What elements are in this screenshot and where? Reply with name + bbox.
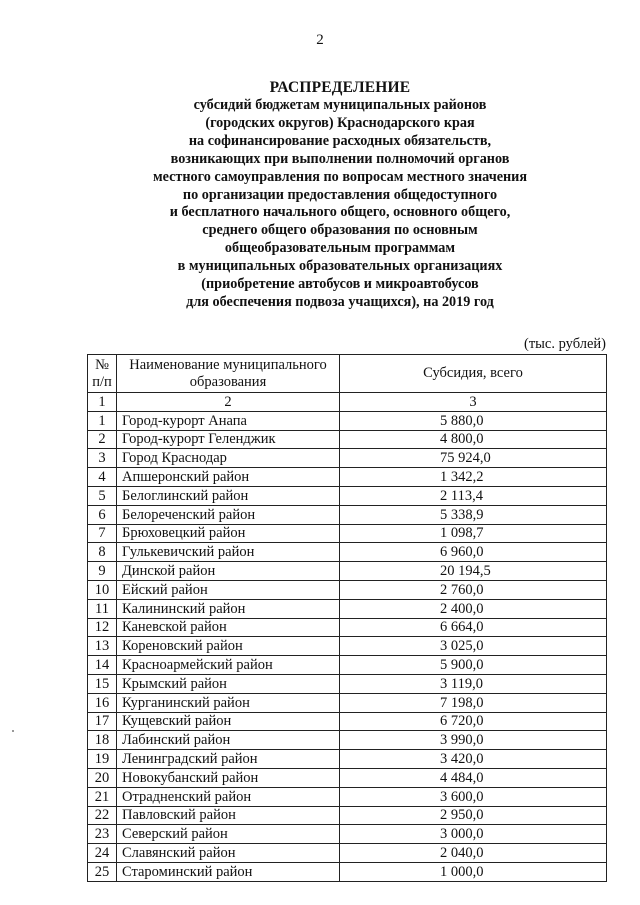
header-num: № п/п	[88, 355, 117, 393]
row-subsidy: 5 338,9	[340, 505, 607, 524]
row-municipality: Кущевский район	[117, 712, 340, 731]
row-subsidy: 2 400,0	[340, 599, 607, 618]
header-value: Субсидия, всего	[340, 355, 607, 393]
row-subsidy: 75 924,0	[340, 449, 607, 468]
row-municipality: Динской район	[117, 562, 340, 581]
row-municipality: Ленинградский район	[117, 750, 340, 769]
row-municipality: Белоглинский район	[117, 486, 340, 505]
row-subsidy: 2 950,0	[340, 806, 607, 825]
document-title: РАСПРЕДЕЛЕНИЕ	[269, 79, 411, 96]
row-subsidy: 4 800,0	[340, 430, 607, 449]
table-header-row	[88, 355, 607, 393]
table-row	[88, 580, 607, 599]
row-number: 15	[88, 674, 117, 693]
row-subsidy: 6 960,0	[340, 543, 607, 562]
row-subsidy: 1 342,2	[340, 468, 607, 487]
row-number: 25	[88, 862, 117, 881]
heading-line: субсидий бюджетам муниципальных районов	[193, 97, 487, 113]
row-number: 9	[88, 562, 117, 581]
heading-line: возникающих при выполнении полномочий органов	[170, 150, 510, 167]
table-row	[88, 806, 607, 825]
row-number: 19	[88, 750, 117, 769]
table-row	[88, 787, 607, 806]
row-subsidy: 20 194,5	[340, 562, 607, 581]
table-row	[88, 674, 607, 693]
row-number: 7	[88, 524, 117, 543]
table-row	[88, 505, 607, 524]
row-municipality: Староминский район	[117, 862, 340, 881]
row-number: 24	[88, 844, 117, 863]
column-index: 2	[117, 393, 340, 412]
table-row	[88, 844, 607, 863]
heading-line: и бесплатного начального общего, основного общего,	[169, 204, 511, 221]
table-row	[88, 468, 607, 487]
row-subsidy: 1 000,0	[340, 862, 607, 881]
row-subsidy: 3 600,0	[340, 787, 607, 806]
row-subsidy: 6 720,0	[340, 712, 607, 731]
table-row	[88, 768, 607, 787]
table-row	[88, 411, 607, 430]
table-row	[88, 693, 607, 712]
row-municipality: Кореновский район	[117, 637, 340, 656]
row-municipality: Апшеронский район	[117, 468, 340, 487]
scan-speck	[12, 730, 14, 732]
heading-line: по организации предоставления общедоступного	[182, 186, 498, 203]
row-subsidy: 5 900,0	[340, 656, 607, 675]
table-row	[88, 750, 607, 769]
row-municipality: Город Краснодар	[117, 449, 340, 468]
row-subsidy: 3 000,0	[340, 825, 607, 844]
table-row	[88, 618, 607, 637]
heading-line: на софинансирование расходных обязательств,	[188, 132, 492, 149]
row-municipality: Город-курорт Геленджик	[117, 430, 340, 449]
heading-line: общеобразовательным программам	[224, 240, 456, 257]
table-row	[88, 562, 607, 581]
units-label: (тыс. рублей)	[524, 336, 606, 352]
row-number: 4	[88, 468, 117, 487]
row-number: 11	[88, 599, 117, 618]
heading-line: в муниципальных образовательных организациях	[177, 258, 503, 275]
row-subsidy: 4 484,0	[340, 768, 607, 787]
row-subsidy: 3 025,0	[340, 637, 607, 656]
row-municipality: Город-курорт Анапа	[117, 411, 340, 430]
table-row	[88, 712, 607, 731]
row-subsidy: 3 420,0	[340, 750, 607, 769]
subsidy-table	[87, 354, 607, 882]
row-number: 21	[88, 787, 117, 806]
row-municipality: Павловский район	[117, 806, 340, 825]
table-row	[88, 862, 607, 881]
row-number: 18	[88, 731, 117, 750]
table-row	[88, 543, 607, 562]
row-number: 12	[88, 618, 117, 637]
row-subsidy: 1 098,7	[340, 524, 607, 543]
row-municipality: Белореченский район	[117, 505, 340, 524]
column-index: 3	[340, 393, 607, 412]
column-index: 1	[88, 393, 117, 412]
row-subsidy: 7 198,0	[340, 693, 607, 712]
row-municipality: Гулькевичский район	[117, 543, 340, 562]
row-number: 2	[88, 430, 117, 449]
row-number: 5	[88, 486, 117, 505]
row-number: 3	[88, 449, 117, 468]
row-subsidy: 2 113,4	[340, 486, 607, 505]
heading-line: местного самоуправления по вопросам местного значения	[152, 168, 528, 185]
table-row	[88, 825, 607, 844]
row-municipality: Северский район	[117, 825, 340, 844]
row-municipality: Новокубанский район	[117, 768, 340, 787]
row-municipality: Брюховецкий район	[117, 524, 340, 543]
table-row	[88, 524, 607, 543]
table-row	[88, 430, 607, 449]
table-body	[88, 393, 607, 882]
heading-line: для обеспечения подвоза учащихся), на 2019 год	[186, 293, 494, 310]
row-municipality: Каневской район	[117, 618, 340, 637]
heading-line: (городских округов) Краснодарского края	[205, 114, 475, 131]
row-subsidy: 3 990,0	[340, 731, 607, 750]
row-subsidy: 2 760,0	[340, 580, 607, 599]
row-number: 6	[88, 505, 117, 524]
table-row	[88, 486, 607, 505]
table-row	[88, 449, 607, 468]
row-municipality: Лабинский район	[117, 731, 340, 750]
header-name: Наименование муниципального образования	[117, 355, 340, 393]
row-municipality: Ейский район	[117, 580, 340, 599]
row-number: 23	[88, 825, 117, 844]
page-number: 2	[316, 32, 324, 48]
table-row	[88, 731, 607, 750]
row-subsidy: 3 119,0	[340, 674, 607, 693]
row-number: 14	[88, 656, 117, 675]
row-subsidy: 5 880,0	[340, 411, 607, 430]
table-row	[88, 599, 607, 618]
row-number: 22	[88, 806, 117, 825]
table-row	[88, 656, 607, 675]
row-subsidy: 6 664,0	[340, 618, 607, 637]
row-number: 17	[88, 712, 117, 731]
heading-line: среднего общего образования по основным	[202, 222, 478, 239]
row-municipality: Крымский район	[117, 674, 340, 693]
row-municipality: Калининский район	[117, 599, 340, 618]
row-municipality: Курганинский район	[117, 693, 340, 712]
row-number: 10	[88, 580, 117, 599]
column-index-row	[88, 393, 607, 412]
document-heading	[60, 78, 620, 312]
table-row	[88, 637, 607, 656]
row-number: 13	[88, 637, 117, 656]
row-number: 8	[88, 543, 117, 562]
row-municipality: Отрадненский район	[117, 787, 340, 806]
row-number: 1	[88, 411, 117, 430]
row-municipality: Славянский район	[117, 844, 340, 863]
heading-line: (приобретение автобусов и микроавтобусов	[201, 276, 479, 293]
row-municipality: Красноармейский район	[117, 656, 340, 675]
row-number: 16	[88, 693, 117, 712]
row-number: 20	[88, 768, 117, 787]
row-subsidy: 2 040,0	[340, 844, 607, 863]
